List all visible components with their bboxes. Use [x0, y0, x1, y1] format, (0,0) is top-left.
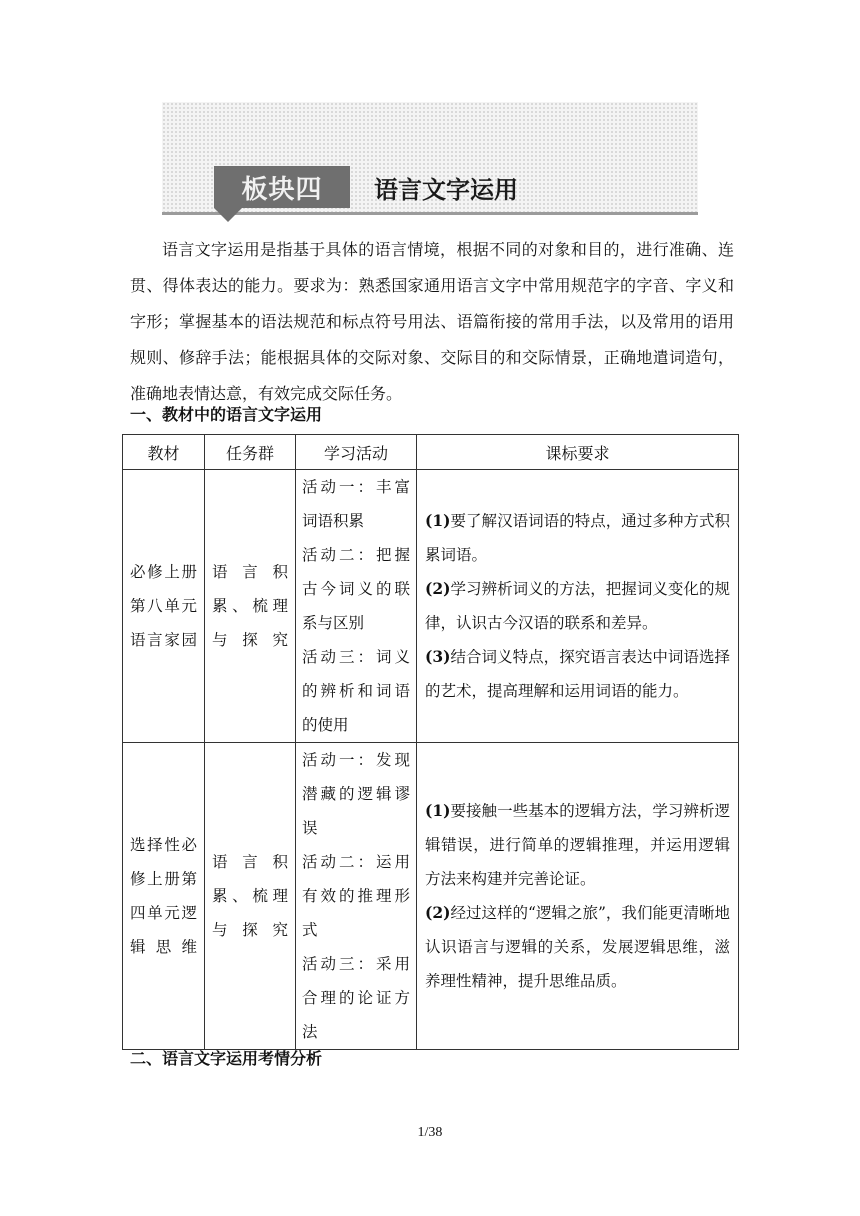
banner-tab-pointer	[214, 208, 242, 222]
activity-item: 活动三：词义的辨析和词语的使用	[302, 648, 410, 734]
page-number: 1/38	[417, 1125, 443, 1140]
requirement-number: (2)	[425, 579, 451, 598]
header-task-group: 任务群	[205, 435, 296, 470]
requirement-item	[425, 572, 730, 640]
task-group-cell: 语言积累、梳理与探究	[205, 470, 296, 743]
header-textbook: 教材	[123, 435, 205, 470]
intro-paragraph: 语言文字运用是指基于具体的语言情境，根据不同的对象和目的，进行准确、连贯、得体表达的能力。要求为：熟悉国家通用语言文字中常用规范字的字音、字义和字形；掌握基本的语法规范和标点符号用法、语篇衔接的常用手法，以及常用的语用规则、修辞手法；能根据具体的交际对象、交际目的和交际情景，正确地遣词造句，准确地表情达意，有效完成交际任务。	[130, 240, 734, 403]
activity-item: 活动一：发现潜藏的逻辑谬误	[302, 751, 410, 837]
section-heading-1: 一、教材中的语言文字运用	[130, 405, 323, 424]
activity-item: 活动三：采用合理的论证方法	[302, 955, 410, 1041]
activity-item: 活动一：丰富词语积累	[302, 478, 410, 530]
requirement-number: (3)	[425, 647, 451, 666]
requirement-text: 要接触一些基本的逻辑方法，学习辨析逻辑错误，进行简单的逻辑推理，并运用逻辑方法来构建并完善论证。	[425, 802, 730, 888]
textbook-cell: 选择性必修上册第四单元逻辑思维	[123, 743, 205, 1050]
requirement-item	[425, 794, 730, 896]
banner-tab-label: 板块四	[214, 166, 350, 208]
requirement-number: (2)	[425, 903, 451, 922]
requirement-text: 结合词义特点，探究语言表达中词语选择的艺术，提高理解和运用词语的能力。	[425, 648, 730, 700]
requirement-item	[425, 896, 730, 998]
requirements-cell	[417, 743, 739, 1050]
requirement-text: 经过这样的“逻辑之旅”，我们能更清晰地认识语言与逻辑的关系，发展逻辑思维，滋养理性精神，提升思维品质。	[425, 904, 730, 990]
requirement-item	[425, 504, 730, 572]
header-activities: 学习活动	[296, 435, 417, 470]
task-group-cell: 语言积累、梳理与探究	[205, 743, 296, 1050]
header-requirements: 课标要求	[417, 435, 739, 470]
requirement-number: (1)	[425, 511, 451, 530]
banner-rule	[162, 212, 698, 215]
table-row	[123, 470, 739, 743]
activity-item: 活动二：把握古今词义的联系与区别	[302, 546, 410, 632]
section-heading-2: 二、语言文字运用考情分析	[130, 1049, 323, 1068]
textbook-cell: 必修上册第八单元语言家园	[123, 470, 205, 743]
banner-title: 语言文字运用	[374, 176, 518, 204]
table-header-row	[123, 435, 739, 470]
requirement-number: (1)	[425, 801, 451, 820]
activity-item: 活动二：运用有效的推理形式	[302, 853, 410, 939]
requirements-cell	[417, 470, 739, 743]
requirement-item	[425, 640, 730, 708]
requirement-text: 要了解汉语词语的特点，通过多种方式积累词语。	[425, 512, 730, 564]
activities-cell	[296, 470, 417, 743]
table-row	[123, 743, 739, 1050]
activities-cell	[296, 743, 417, 1050]
curriculum-table	[122, 434, 739, 1050]
requirement-text: 学习辨析词义的方法，把握词义变化的规律，认识古今汉语的联系和差异。	[425, 580, 730, 632]
